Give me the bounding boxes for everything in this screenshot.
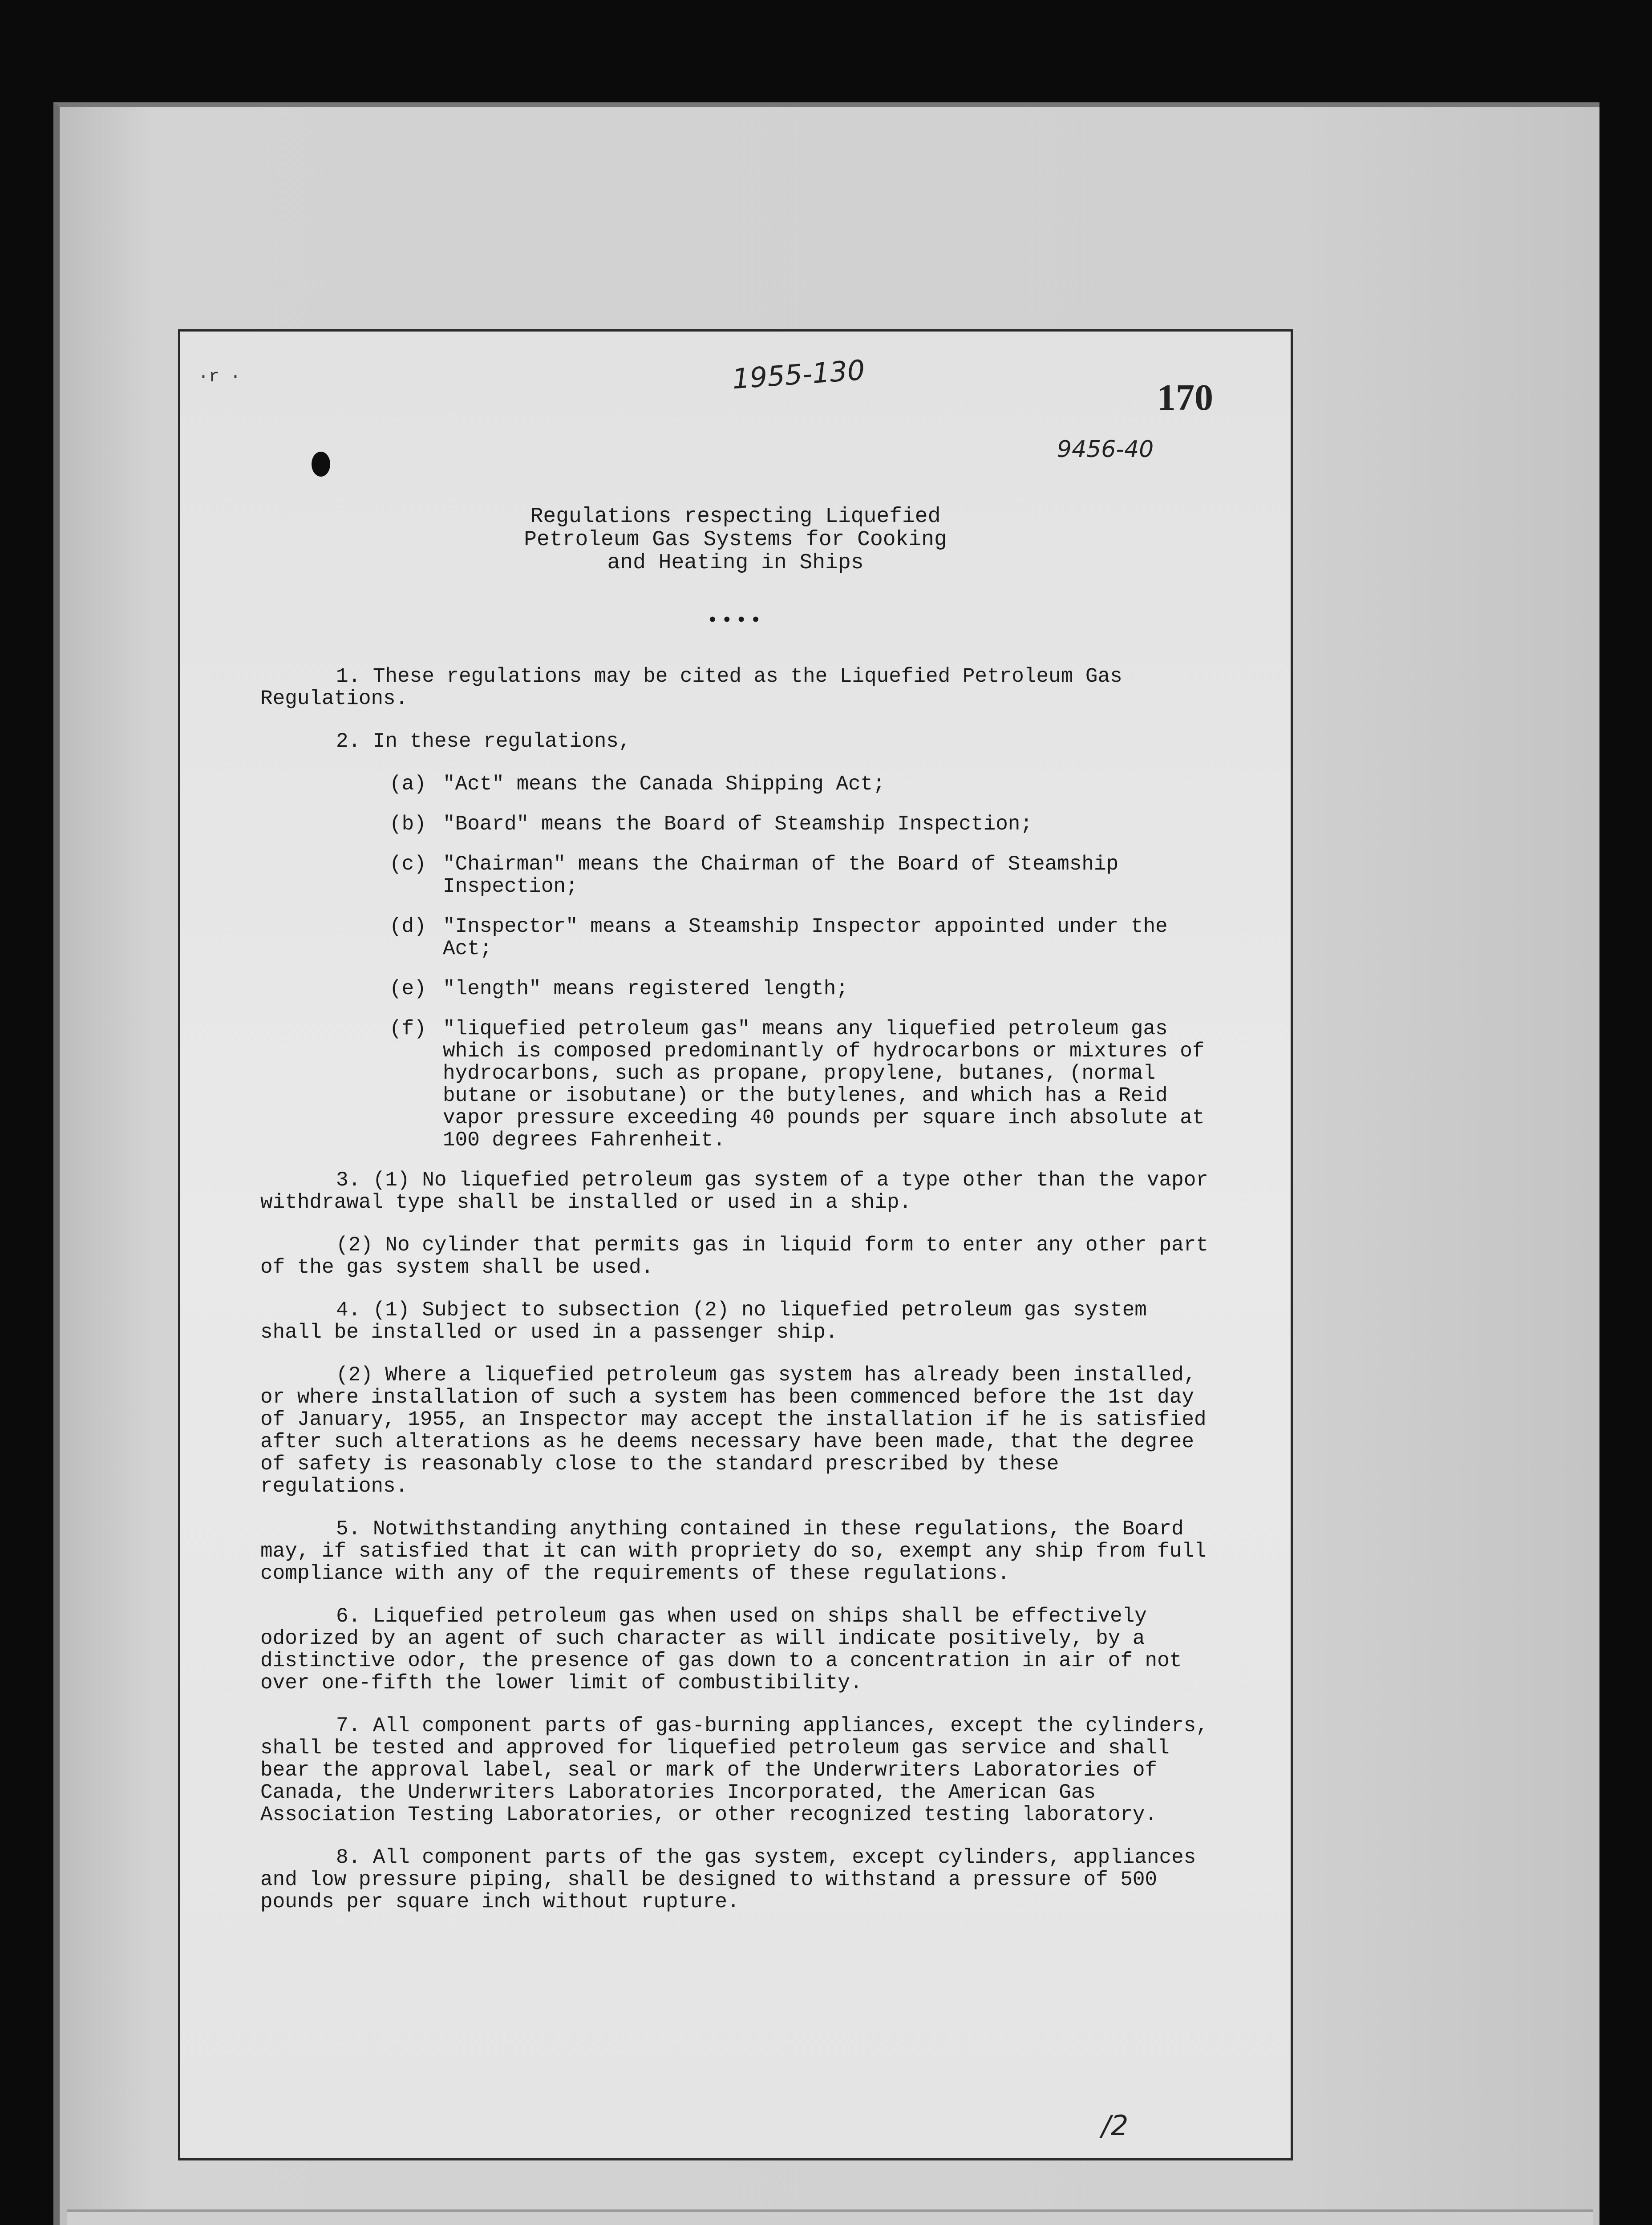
- definition-label: (a): [389, 773, 426, 796]
- definition-text: "Inspector" means a Steamship Inspector appointed under the Act;: [443, 915, 1168, 960]
- corner-marks: ·r ·: [198, 367, 241, 387]
- file-number: 9456-40: [1057, 436, 1154, 463]
- backing-lower-strip: [67, 2209, 1593, 2225]
- definitions-list: [389, 773, 1217, 1151]
- section-4-2: (2) Where a liquefied petroleum gas system has already been installed, or where installation of such a system has been commenced before the 1st day of January, 1955, an Inspector may accept the installation if he is satisfied after such alterations as he deems necessary have been made, that the degree of safety is reasonably close to the standard prescribed by these regulations.: [260, 1363, 1207, 1498]
- definition-text: "length" means registered length;: [443, 977, 848, 1000]
- section-7: 7. All component parts of gas-burning appliances, except the cylinders, shall be tested and approved for liquefied petroleum gas service and shall bear the approval label, seal or mark of the Underwriters Laboratories of Canada, the Underwriters Laboratories Incorporated, the American Gas Association Testing Laboratories, or other recognized testing laboratory.: [260, 1714, 1208, 1826]
- section-5: 5. Notwithstanding anything contained in these regulations, the Board may, if satisfied that it can with propriety do so, exempt any ship from full compliance with any of the requirements of these regulations.: [260, 1517, 1207, 1585]
- definition-label: (b): [389, 813, 426, 836]
- title-separator: ••••: [706, 610, 765, 632]
- definition-text: "Chairman" means the Chairman of the Board of Steamship Inspection;: [443, 853, 1119, 898]
- definition-label: (f): [389, 1017, 426, 1040]
- definition-item: [389, 853, 1217, 898]
- definition-item: [389, 813, 1217, 835]
- title-line-1: Regulations respecting Liquefied: [530, 505, 941, 529]
- continuation-mark: /2: [1101, 2109, 1129, 2142]
- section-3-2: (2) No cylinder that permits gas in liquid form to enter any other part of the gas system shall be used.: [260, 1234, 1208, 1279]
- section-1: 1. These regulations may be cited as the Liquefied Petroleum Gas Regulations.: [260, 665, 1122, 710]
- definition-item: [389, 1018, 1217, 1151]
- definition-item: [389, 978, 1217, 1000]
- title-line-3: and Heating in Ships: [607, 551, 864, 575]
- definition-text: "Board" means the Board of Steamship Inspection;: [443, 813, 1033, 836]
- definition-text: "liquefied petroleum gas" means any liquefied petroleum gas which is composed predominantly of hydrocarbons or mixtures of hydrocarbons, such as propane, propylene, butanes, (normal butane or isobutane) or the butylenes, and which has a Reid vapor pressure exceeding 40 pounds per square inch absolute at 100 degrees Fahrenheit.: [443, 1017, 1205, 1152]
- section-6: 6. Liquefied petroleum gas when used on ships shall be effectively odorized by an agent of such character as will indicate positively, by a distinctive odor, the presence of gas down to a concentration in air of not over one-fifth the lower limit of combustibility.: [260, 1605, 1182, 1695]
- definition-label: (c): [389, 853, 426, 876]
- document-title: [180, 505, 1291, 574]
- definition-label: (d): [389, 915, 426, 938]
- document-page: [178, 329, 1293, 2160]
- regulations-body: [260, 665, 1217, 1934]
- section-2-intro: 2. In these regulations,: [336, 730, 631, 753]
- title-line-2: Petroleum Gas Systems for Cooking: [524, 528, 947, 552]
- page-number: 170: [1157, 377, 1213, 418]
- section-8: 8. All component parts of the gas system, except cylinders, appliances and low pressure piping, shall be designed to withstand a pressure of 500 pounds per square inch without rupture.: [260, 1846, 1196, 1914]
- section-3-1: 3. (1) No liquefied petroleum gas system of a type other than the vapor withdrawal type shall be installed or used in a ship.: [260, 1169, 1208, 1214]
- definition-item: [389, 773, 1217, 795]
- section-4-1: 4. (1) Subject to subsection (2) no liquefied petroleum gas system shall be installed or used in a passenger ship.: [260, 1299, 1147, 1344]
- punch-hole: [312, 452, 330, 477]
- handwritten-number: 1955-130: [731, 353, 866, 396]
- definition-text: "Act" means the Canada Shipping Act;: [443, 773, 885, 796]
- definition-label: (e): [389, 977, 426, 1000]
- definition-item: [389, 915, 1217, 960]
